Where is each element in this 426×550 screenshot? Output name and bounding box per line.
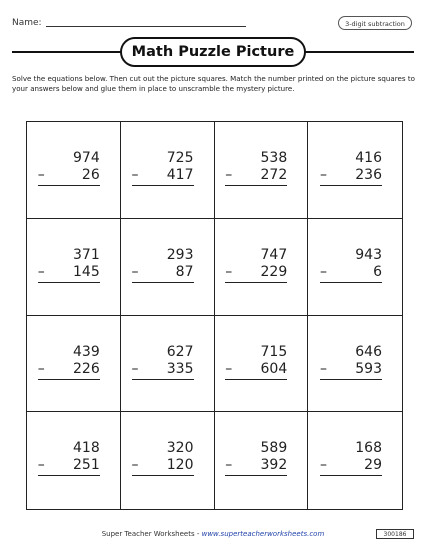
subtraction-problem bbox=[38, 344, 100, 380]
answer-line bbox=[225, 185, 287, 186]
minus-sign: – bbox=[37, 360, 45, 377]
minuend-row bbox=[132, 247, 194, 264]
minuend-row bbox=[38, 150, 100, 167]
minus-sign: – bbox=[320, 263, 327, 280]
subtraction-problem bbox=[320, 247, 382, 283]
minuend: 747 bbox=[260, 246, 288, 263]
minuend-row bbox=[320, 247, 382, 264]
minuend: 725 bbox=[166, 150, 194, 166]
minus-sign: – bbox=[37, 263, 45, 280]
minuend-row bbox=[132, 344, 194, 361]
subtrahend: 145 bbox=[73, 263, 100, 280]
minuend-row bbox=[320, 150, 382, 167]
minus-sign: – bbox=[131, 263, 139, 280]
subtrahend: 417 bbox=[166, 167, 194, 183]
problem-cell bbox=[121, 316, 215, 413]
answer-line bbox=[320, 282, 382, 283]
subtrahend-row bbox=[225, 264, 287, 281]
answer-line bbox=[320, 475, 382, 476]
minus-sign: – bbox=[131, 167, 139, 183]
subtrahend-row bbox=[320, 457, 382, 474]
minus-sign: – bbox=[320, 360, 327, 377]
minus-sign: – bbox=[131, 457, 139, 474]
minuend-row bbox=[132, 440, 194, 457]
subtrahend-row bbox=[38, 361, 100, 378]
problem-cell bbox=[215, 122, 309, 219]
subtraction-problem bbox=[132, 344, 194, 380]
answer-line bbox=[225, 282, 287, 283]
answer-line bbox=[225, 379, 287, 380]
subtrahend: 251 bbox=[73, 457, 100, 474]
problem-cell bbox=[27, 219, 121, 316]
minus-sign: – bbox=[320, 167, 327, 183]
minuend-row bbox=[38, 344, 100, 361]
subtraction-problem bbox=[38, 150, 100, 186]
minuend: 293 bbox=[166, 246, 194, 263]
subtrahend: 335 bbox=[166, 360, 194, 377]
subtraction-problem bbox=[132, 440, 194, 476]
minus-sign: – bbox=[37, 167, 45, 183]
minuend-row bbox=[320, 440, 382, 457]
answer-line bbox=[132, 282, 194, 283]
minus-sign: – bbox=[225, 263, 233, 280]
worksheet-code: 300186 bbox=[376, 529, 414, 539]
answer-line bbox=[132, 185, 194, 186]
minuend-row bbox=[225, 440, 287, 457]
minuend-row bbox=[38, 440, 100, 457]
subtrahend-row bbox=[132, 361, 194, 378]
minuend: 589 bbox=[260, 440, 288, 457]
subtraction-problem bbox=[225, 150, 287, 186]
subtrahend-row bbox=[225, 457, 287, 474]
subtraction-problem bbox=[320, 344, 382, 380]
minuend: 416 bbox=[355, 150, 382, 166]
subtraction-problem bbox=[132, 150, 194, 186]
minuend: 439 bbox=[73, 343, 100, 360]
problem-cell bbox=[27, 412, 121, 509]
answer-line bbox=[320, 185, 382, 186]
minuend: 627 bbox=[166, 343, 194, 360]
answer-line bbox=[225, 475, 287, 476]
subtraction-problem bbox=[38, 440, 100, 476]
minus-sign: – bbox=[225, 457, 233, 474]
subtrahend-row bbox=[132, 264, 194, 281]
answer-line bbox=[132, 475, 194, 476]
subtraction-problem bbox=[225, 344, 287, 380]
answer-line bbox=[38, 475, 100, 476]
answer-line bbox=[38, 185, 100, 186]
subtraction-problem bbox=[320, 440, 382, 476]
minus-sign: – bbox=[131, 360, 139, 377]
answer-line bbox=[320, 379, 382, 380]
subtrahend: 87 bbox=[175, 263, 194, 280]
subtrahend: 29 bbox=[364, 457, 382, 474]
problem-cell bbox=[215, 412, 309, 509]
subtrahend-row bbox=[225, 167, 287, 184]
page-title: Math Puzzle Picture bbox=[120, 37, 306, 67]
minuend-row bbox=[38, 247, 100, 264]
subtrahend: 593 bbox=[355, 360, 382, 377]
instructions: Solve the equations below. Then cut out the picture squares. Match the number printed on the picture squares to your answers below and glue them in place to unscramble the mystery picture. bbox=[12, 74, 415, 93]
minus-sign: – bbox=[320, 457, 327, 474]
subtraction-problem bbox=[38, 247, 100, 283]
minuend: 538 bbox=[260, 150, 288, 166]
subtrahend: 229 bbox=[260, 263, 288, 280]
problem-cell bbox=[121, 219, 215, 316]
footer-brand: Super Teacher Worksheets bbox=[101, 530, 195, 538]
subtrahend: 236 bbox=[355, 167, 382, 183]
minuend-row bbox=[225, 344, 287, 361]
minuend: 715 bbox=[260, 343, 288, 360]
subtrahend: 604 bbox=[260, 360, 288, 377]
minuend-row bbox=[132, 150, 194, 167]
name-label: Name: bbox=[12, 18, 42, 28]
problem-grid bbox=[26, 121, 403, 510]
minus-sign: – bbox=[37, 457, 45, 474]
subtrahend: 6 bbox=[373, 263, 382, 280]
name-row bbox=[12, 18, 246, 28]
subtraction-problem bbox=[132, 247, 194, 283]
minus-sign: – bbox=[225, 167, 233, 183]
problem-cell bbox=[215, 219, 309, 316]
minuend: 371 bbox=[73, 246, 100, 263]
minuend-row bbox=[225, 150, 287, 167]
problem-cell bbox=[27, 122, 121, 219]
minuend: 320 bbox=[166, 440, 194, 457]
minuend: 974 bbox=[73, 150, 100, 166]
subtrahend: 392 bbox=[260, 457, 288, 474]
footer bbox=[0, 530, 426, 538]
subtrahend-row bbox=[38, 264, 100, 281]
answer-line bbox=[132, 379, 194, 380]
problem-cell bbox=[308, 412, 402, 509]
minuend: 168 bbox=[355, 440, 382, 457]
problem-cell bbox=[27, 316, 121, 413]
minuend: 943 bbox=[355, 246, 382, 263]
minuend-row bbox=[320, 344, 382, 361]
problem-cell bbox=[308, 219, 402, 316]
subtrahend: 26 bbox=[81, 167, 100, 183]
subtrahend-row bbox=[132, 457, 194, 474]
subtrahend: 120 bbox=[166, 457, 194, 474]
problem-cell bbox=[308, 122, 402, 219]
subtrahend: 226 bbox=[73, 360, 100, 377]
problem-cell bbox=[121, 412, 215, 509]
minus-sign: – bbox=[225, 360, 233, 377]
subtrahend-row bbox=[320, 167, 382, 184]
subtrahend-row bbox=[132, 167, 194, 184]
minuend: 418 bbox=[73, 440, 100, 457]
subtraction-problem bbox=[225, 440, 287, 476]
subtrahend-row bbox=[320, 264, 382, 281]
subtrahend-row bbox=[38, 457, 100, 474]
footer-separator: - bbox=[194, 530, 202, 538]
topic-tag: 3-digit subtraction bbox=[338, 16, 412, 30]
problem-cell bbox=[121, 122, 215, 219]
problem-cell bbox=[215, 316, 309, 413]
subtrahend-row bbox=[38, 167, 100, 184]
minuend: 646 bbox=[355, 343, 382, 360]
problem-cell bbox=[308, 316, 402, 413]
subtrahend-row bbox=[225, 361, 287, 378]
name-line[interactable] bbox=[46, 26, 246, 27]
subtraction-problem bbox=[320, 150, 382, 186]
footer-url[interactable]: www.superteacherworksheets.com bbox=[201, 530, 325, 538]
answer-line bbox=[38, 379, 100, 380]
subtraction-problem bbox=[225, 247, 287, 283]
answer-line bbox=[38, 282, 100, 283]
minuend-row bbox=[225, 247, 287, 264]
subtrahend-row bbox=[320, 361, 382, 378]
subtrahend: 272 bbox=[260, 167, 288, 183]
